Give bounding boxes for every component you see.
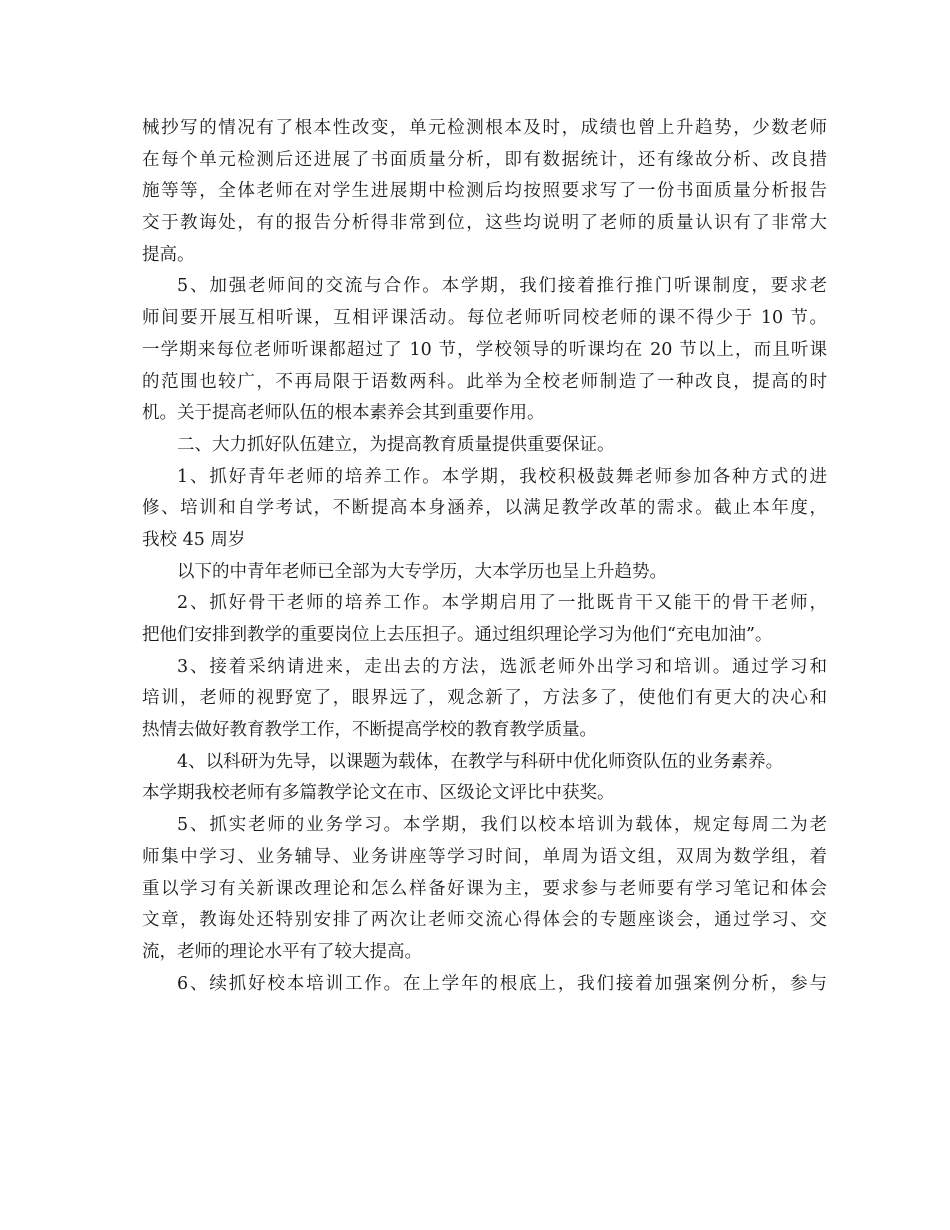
text-line: 本学期我校老师有多篇教学论文在市、区级论文评比中获奖。 (142, 783, 615, 804)
text-line: 提高。 (142, 244, 195, 265)
text-line: 我校 45 周岁 (142, 529, 246, 550)
text-line: 在每个单元检测后还进展了书面质量分析，即有数据统计，还有缘故分析、改良措 (142, 149, 827, 170)
paragraph-start-line: 以下的中青年老师已全部为大专学历，大本学历也呈上升趋势。 (177, 561, 667, 582)
text-line: 流，老师的理论水平有了较大提高。 (142, 941, 422, 962)
text-line: 把他们安排到教学的重要岗位上去压担子。通过组织理论学习为他们“充电加油”。 (142, 625, 773, 645)
text-line: 培训，老师的视野宽了，眼界远了，观念新了，方法多了，使他们有更大的决心和 (142, 688, 827, 709)
text-line: 一学期来每位老师听课都超过了 10 节，学校领导的听课均在 20 节以上，而且听课 (142, 339, 827, 360)
text-line: 交于教诲处，有的报告分析得非常到位，这些均说明了老师的质量认识有了非常大 (142, 213, 827, 234)
text-line: 重以学习有关新课改理论和怎么样备好课为主，要求参与老师要有学习笔记和体会 (142, 878, 827, 899)
text-line: 修、培训和自学考试，不断提高本身涵养，以满足教学改革的需求。截止本年度， (142, 498, 827, 519)
paragraph-start-line: 3、接着采纳请进来，走出去的方法，选派老师外出学习和培训。通过学习和 (177, 656, 827, 677)
document-body (142, 113, 827, 1000)
text-line: 的范围也较广，不再局限于语数两科。此举为全校老师制造了一种改良，提高的时 (142, 371, 827, 392)
paragraph-start-line: 5、抓实老师的业务学习。本学期，我们以校本培训为载体，规定每周二为老 (177, 815, 827, 836)
section-heading: 二、大力抓好队伍建立，为提高教育质量提供重要保证。 (177, 434, 615, 455)
paragraph-start-line: 6、续抓好校本培训工作。在上学年的根底上，我们接着加强案例分析，参与 (177, 973, 827, 994)
paragraph-start-line: 2、抓好骨干老师的培养工作。本学期启用了一批既肯干又能干的骨干老师， (177, 593, 827, 614)
text-line: 师间要开展互相听课，互相评课活动。每位老师听同校老师的课不得少于 10 节。 (142, 308, 827, 329)
text-line: 文章，教诲处还特别安排了两次让老师交流心得体会的专题座谈会，通过学习、交 (142, 910, 827, 931)
text-line: 施等等，全体老师在对学生进展期中检测后均按照要求写了一份书面质量分析报告 (142, 181, 827, 202)
paragraph-start-line: 1、抓好青年老师的培养工作。本学期，我校积极鼓舞老师参加各种方式的进 (177, 466, 827, 487)
text-line: 师集中学习、业务辅导、业务讲座等学习时间，单周为语文组，双周为数学组，着 (142, 846, 827, 867)
text-line: 热情去做好教育教学工作，不断提高学校的教育教学质量。 (142, 720, 597, 741)
text-line: 机。关于提高老师队伍的根本素养会其到重要作用。 (142, 403, 545, 424)
paragraph-start-line: 5、加强老师间的交流与合作。本学期，我们接着推行推门听课制度，要求老 (177, 276, 827, 297)
text-line: 械抄写的情况有了根本性改变，单元检测根本及时，成绩也曾上升趋势，少数老师 (142, 118, 827, 138)
paragraph-start-line: 4、以科研为先导，以课题为载体，在教学与科研中优化师资队伍的业务素养。 (177, 751, 784, 772)
